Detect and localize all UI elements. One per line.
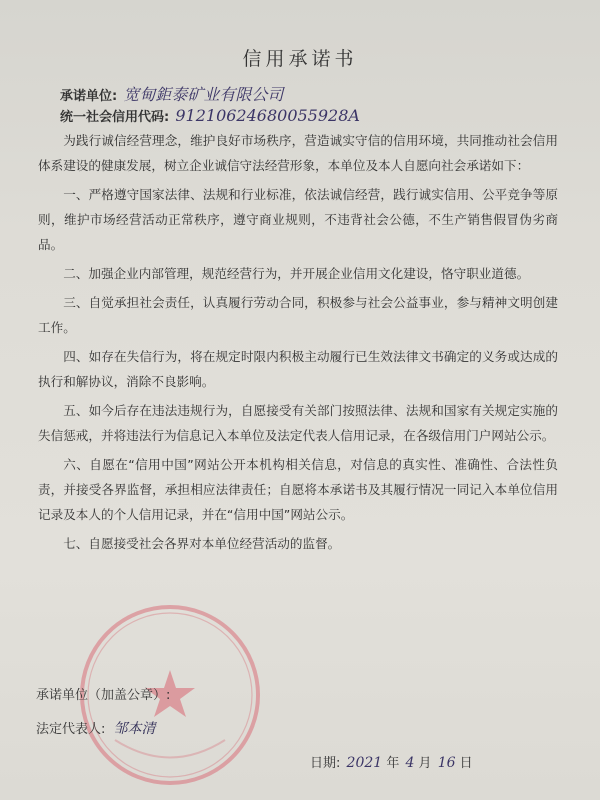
date-row (310, 752, 473, 771)
date-year-unit: 年 (386, 756, 400, 771)
commitment-item-5: 五、如今后存在违法违规行为，自愿接受有关部门按照法律、法规和国家有关规定实施的失信惩戒，并将违法行为信息记入本单位及法定代表人信用记录，在各级信用门户网站公示。 (38, 403, 558, 443)
date-label: 日期: (310, 756, 341, 771)
promisor-label: 承诺单位: (60, 89, 118, 104)
date-month: 4 (405, 755, 415, 771)
date-day-unit: 日 (459, 756, 473, 771)
commitment-item-3: 三、自觉承担社会责任，认真履行劳动合同，积极参与社会公益事业，参与精神文明创建工作。 (38, 295, 558, 335)
credit-code-row (60, 106, 360, 125)
sign-unit-label: 承诺单位（加盖公章）: (36, 688, 171, 703)
credit-code-handwritten-value: 91210624680055928A (175, 106, 360, 125)
commitment-item-1: 一、严格遵守国家法律、法规和行业标准，依法诚信经营，践行诚实信用、公平竞争等原则，维护市场经营活动正常秩序，遵守商业规则，不违背社会公德，不生产销售假冒伪劣商品。 (38, 187, 558, 252)
promisor-handwritten-value: 宽甸鉅泰矿业有限公司 (123, 85, 284, 104)
promisor-row (60, 82, 283, 105)
sign-unit-row (36, 684, 170, 703)
legal-rep-signature: 邹本清 (113, 721, 156, 737)
document-title: 信用承诺书 (242, 48, 358, 70)
legal-rep-row (36, 718, 156, 738)
commitment-item-7: 七、自愿接受社会各界对本单位经营活动的监督。 (63, 536, 341, 551)
date-year: 2021 (346, 755, 383, 771)
date-month-unit: 月 (418, 756, 432, 771)
commitment-item-6: 六、自愿在“信用中国”网站公开本机构相关信息，对信息的真实性、准确性、合法性负责，并接受各界监督，承担相应法律责任；自愿将本承诺书及其履行情况一同记入本单位信用记录及本人的个人信用记录，并在“信用中国”网站公示。 (38, 457, 558, 522)
commitment-item-2: 二、加强企业内部管理，规范经营行为，并开展企业信用文化建设，恪守职业道德。 (63, 266, 530, 281)
intro-paragraph: 为践行诚信经营理念，维护良好市场秩序，营造诚实守信的信用环境，共同推动社会信用体系建设的健康发展，树立企业诚信守法经营形象，本单位及本人自愿向社会承诺如下： (38, 133, 558, 173)
credit-code-label: 统一社会信用代码: (60, 110, 170, 125)
legal-rep-label: 法定代表人: (36, 722, 106, 737)
commitment-item-4: 四、如存在失信行为，将在规定时限内积极主动履行已生效法律文书确定的义务或达成的执行和解协议，消除不良影响。 (38, 349, 558, 389)
date-day: 16 (437, 755, 456, 771)
commitment-body (38, 128, 558, 556)
